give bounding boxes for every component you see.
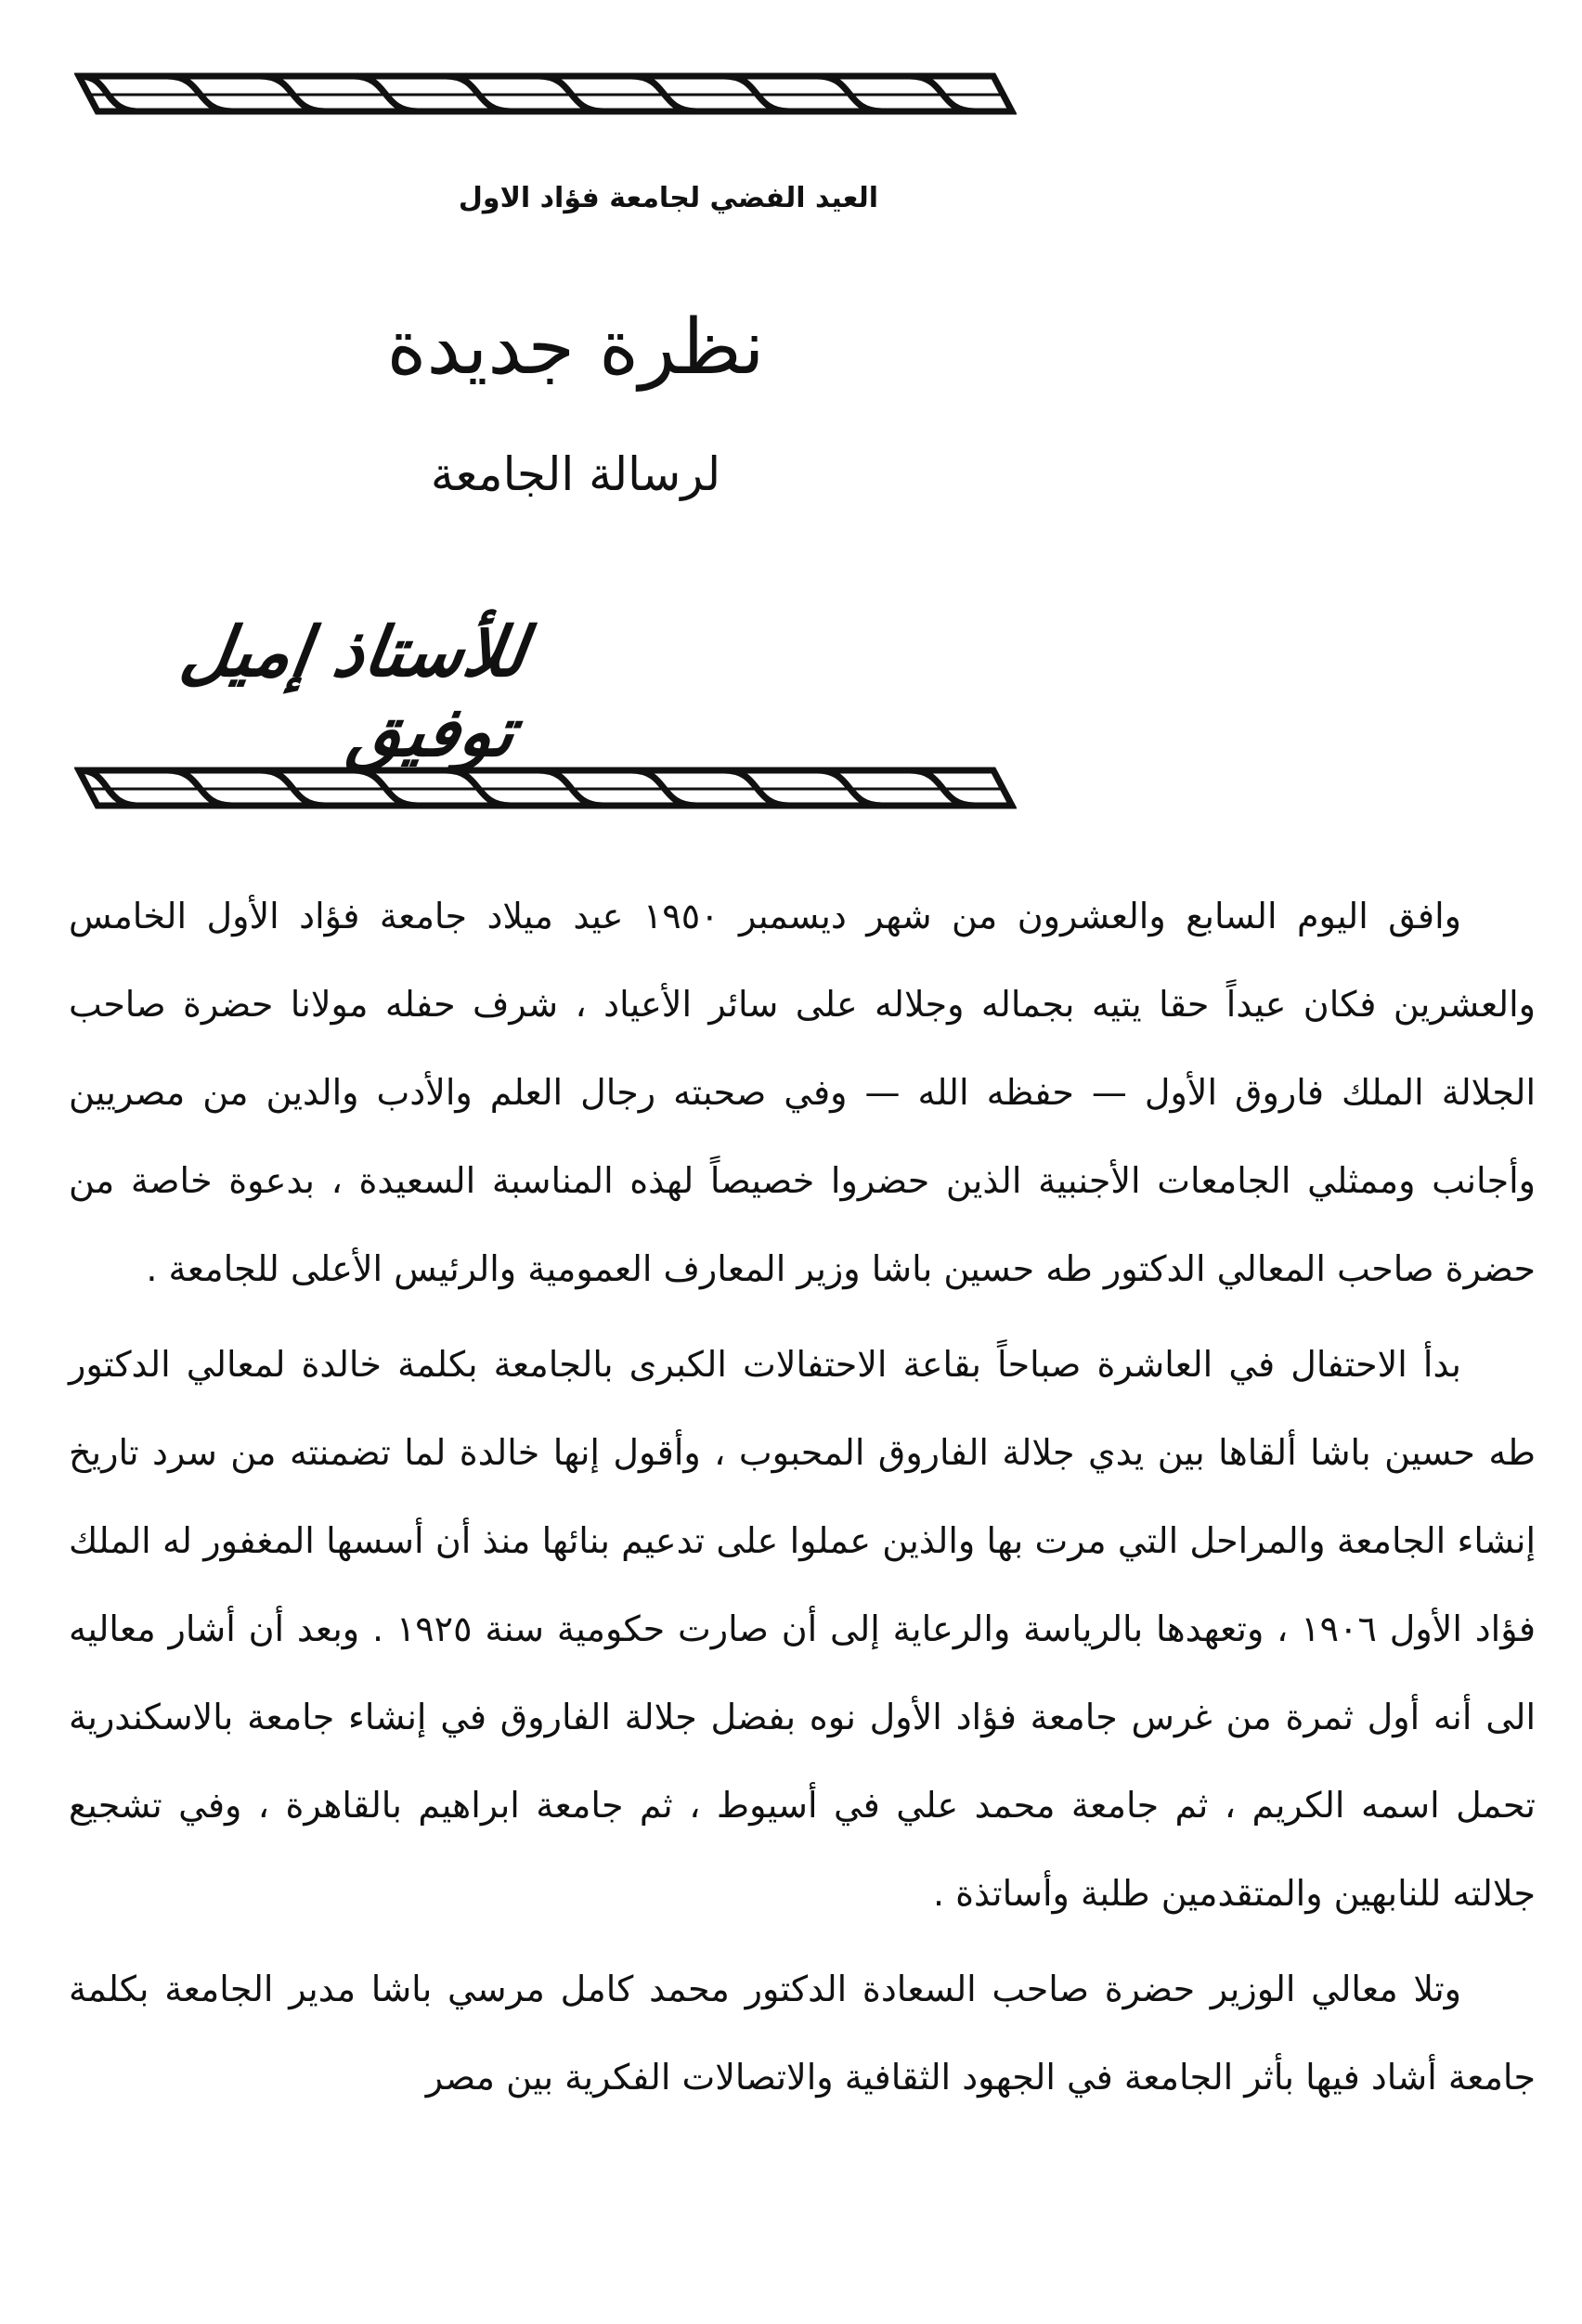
article-subtitle: لرسالة الجامعة <box>430 447 721 501</box>
article-author: للأستاذ إميل توفيق <box>175 613 532 772</box>
bottom-ornament-border <box>74 761 1017 817</box>
article-body <box>69 872 1536 2122</box>
braid-ornament-graphic <box>74 761 1017 817</box>
paragraph-2: بدأ الاحتفال في العاشرة صباحاً بقاعة الاحتفالات الكبرى بالجامعة بكلمة خالدة لمعالي الدكتور طه حسين باشا ألقاها بين يدي جلالة الفاروق المحبوب ، وأقول إنها خالدة لما تضمنته من سرد تاريخ إنشاء الجامعة والمراحل التي مرت بها والذين عملوا على تدعيم بنائها منذ أن أسسها المغفور له الملك فؤاد الأول ١٩٠٦ ، وتعهدها بالرياسة والرعاية إلى أن صارت حكومية سنة ١٩٢٥ . وبعد أن أشار معاليه الى أنه أول ثمرة من غرس جامعة فؤاد الأول نوه بفضل جلالة الفاروق في إنشاء جامعة بالاسكندرية تحمل اسمه الكريم ، ثم جامعة محمد علي في أسيوط ، ثم جامعة ابراهيم بالقاهرة ، وفي تشجيع جلالته للنابهين والمتقدمين طلبة وأساتذة . <box>69 1344 1536 1914</box>
article-title: نظرة جديدة <box>386 303 765 392</box>
top-ornament-border <box>74 67 1017 123</box>
paragraph-1: وافق اليوم السابع والعشرون من شهر ديسمبر ١٩٥٠ عيد ميلاد جامعة فؤاد الأول الخامس والعشرين فكان عيداً حقا يتيه بجماله وجلاله على سائر الأعياد ، شرف حفله مولانا حضرة صاحب الجلالة الملك فاروق الأول — حفظه الله — وفي صحبته رجال العلم والأدب والدين من مصريين وأجانب وممثلي الجامعات الأجنبية الذين حضروا خصيصاً لهذه المناسبة السعيدة ، بدعوة خاصة من حضرة صاحب المعالي الدكتور طه حسين باشا وزير المعارف العمومية والرئيس الأعلى للجامعة . <box>69 896 1536 1289</box>
section-kicker: العيد الفضي لجامعة فؤاد الاول <box>458 182 879 214</box>
paragraph-3: وتلا معالي الوزير حضرة صاحب السعادة الدكتور محمد كامل مرسي باشا مدير الجامعة بكلمة جامعة أشاد فيها بأثر الجامعة في الجهود الثقافية والاتصالات الفكرية بين مصر <box>69 1969 1536 2098</box>
braid-ornament-graphic <box>74 67 1017 123</box>
